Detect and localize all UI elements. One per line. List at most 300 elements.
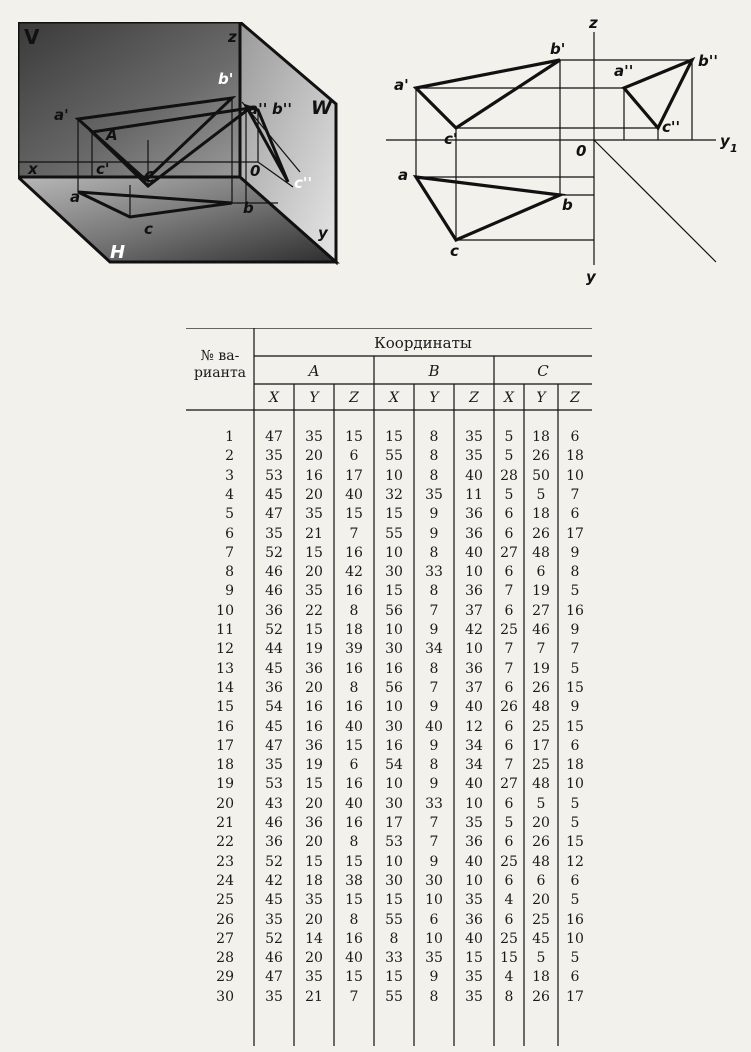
table-cell: 40: [465, 544, 483, 561]
table-cell: 36: [265, 602, 283, 619]
header-axis-c-z: Z: [570, 390, 580, 406]
table-row-number: 3: [225, 467, 234, 484]
table-cell: 18: [566, 757, 584, 774]
table-cell: 16: [305, 718, 323, 735]
table-cell: 7: [429, 834, 439, 851]
table-cell: 5: [536, 486, 546, 503]
table-cell: 15: [385, 892, 403, 909]
table-cell: 6: [536, 872, 546, 889]
label-v: V: [24, 25, 40, 49]
table-cell: 28: [500, 467, 518, 484]
table-cell: 36: [465, 506, 483, 523]
label-a-prime: a': [54, 106, 69, 124]
label-a-second: a'': [614, 62, 634, 80]
table-cell: 35: [465, 988, 483, 1005]
header-axis-a-y: Y: [309, 390, 319, 406]
table-cell: 56: [385, 679, 403, 696]
table-cell: 43: [265, 795, 283, 812]
table-cell: 26: [532, 988, 550, 1005]
table-cell: 16: [345, 930, 363, 947]
table-cell: 16: [385, 660, 403, 677]
table-cell: 16: [345, 776, 363, 793]
table-cell: 30: [385, 795, 403, 812]
table-cell: 6: [504, 911, 514, 928]
table-cell: 35: [305, 506, 323, 523]
table-cell: 15: [345, 429, 363, 445]
table-cell: 45: [265, 486, 283, 503]
table-cell: 15: [305, 544, 323, 561]
table-cell: 40: [425, 718, 443, 735]
table-cell: 6: [429, 911, 439, 928]
table-cell: 30: [385, 641, 403, 658]
table-row-number: 17: [216, 737, 234, 754]
label-point-c: C: [144, 168, 156, 186]
table-cell: 9: [429, 525, 439, 542]
table-cell: 36: [265, 679, 283, 696]
table-cell: 25: [532, 757, 550, 774]
table-cell: 55: [385, 911, 403, 928]
table-cell: 7: [504, 757, 514, 774]
table-cell: 7: [570, 486, 580, 503]
table-cell: 8: [429, 544, 439, 561]
table-cell: 15: [385, 969, 403, 986]
table-cell: 8: [349, 602, 359, 619]
table-cell: 15: [500, 950, 518, 967]
axis-label-y1: y: [720, 132, 730, 150]
table-row-number: 12: [216, 641, 234, 658]
table-cell: 18: [532, 506, 550, 523]
table-cell: 35: [265, 911, 283, 928]
table-cell: 25: [500, 853, 518, 870]
table-cell: 36: [465, 660, 483, 677]
table-cell: 15: [385, 429, 403, 445]
label-b-second: b'': [698, 52, 718, 70]
table-row-number: 5: [225, 506, 234, 523]
table-cell: 19: [305, 757, 323, 774]
header-axis-a-z: Z: [349, 390, 359, 406]
table-cell: 18: [532, 429, 550, 445]
table-cell: 6: [504, 872, 514, 889]
label-a: a: [398, 166, 409, 184]
table-cell: 12: [566, 853, 584, 870]
table-cell: 52: [265, 853, 283, 870]
table-cell: 6: [349, 757, 359, 774]
label-c-second: c'': [294, 174, 313, 192]
isometric-projection-drawing: [18, 22, 340, 270]
table-cell: 6: [570, 506, 580, 523]
table-row-number: 14: [216, 679, 234, 696]
label-a-prime: a': [394, 76, 409, 94]
table-cell: 6: [504, 795, 514, 812]
table-row-number: 26: [216, 911, 234, 928]
table-cell: 36: [465, 583, 483, 600]
table-cell: 35: [465, 892, 483, 909]
table-cell: 30: [385, 564, 403, 581]
table-cell: 10: [465, 641, 483, 658]
table-cell: 48: [532, 853, 550, 870]
table-cell: 16: [566, 602, 584, 619]
table-cell: 36: [465, 834, 483, 851]
table-cell: 48: [532, 699, 550, 716]
table-cell: 26: [532, 679, 550, 696]
table-cell: 6: [504, 834, 514, 851]
coordinates-table: [186, 328, 596, 1046]
table-row-number: 18: [216, 757, 234, 774]
label-a-second: a'': [248, 100, 268, 118]
table-cell: 27: [532, 602, 550, 619]
table-cell: 35: [465, 448, 483, 465]
table-cell: 45: [265, 718, 283, 735]
table-cell: 16: [305, 467, 323, 484]
table-cell: 46: [265, 815, 283, 831]
table-cell: 5: [504, 486, 514, 503]
table-cell: 35: [265, 525, 283, 542]
table-row-number: 15: [216, 699, 234, 716]
table-cell: 10: [566, 467, 584, 484]
table-cell: 47: [265, 429, 283, 445]
table-cell: 46: [265, 583, 283, 600]
table-cell: 40: [465, 699, 483, 716]
table-cell: 40: [465, 467, 483, 484]
table-cell: 40: [465, 776, 483, 793]
table-cell: 53: [385, 834, 403, 851]
table-cell: 20: [532, 892, 550, 909]
table-row-number: 27: [216, 930, 234, 947]
table-cell: 5: [570, 583, 580, 600]
label-c: c: [450, 242, 459, 260]
table-cell: 8: [570, 564, 580, 581]
table-cell: 27: [500, 776, 518, 793]
table-cell: 40: [465, 853, 483, 870]
label-x: x: [28, 160, 38, 178]
table-cell: 40: [345, 486, 363, 503]
table-cell: 6: [570, 872, 580, 889]
table-cell: 27: [500, 544, 518, 561]
table-cell: 10: [425, 892, 443, 909]
table-cell: 15: [566, 834, 584, 851]
table-cell: 20: [305, 911, 323, 928]
table-cell: 36: [465, 525, 483, 542]
label-w: W: [311, 97, 332, 119]
table-cell: 6: [504, 718, 514, 735]
table-cell: 22: [305, 602, 323, 619]
table-row-number: 13: [216, 660, 234, 677]
label-y: y: [318, 224, 328, 242]
label-b-prime: b': [218, 70, 234, 88]
table-cell: 6: [504, 679, 514, 696]
table-cell: 45: [532, 930, 550, 947]
table-cell: 4: [504, 969, 514, 986]
label-origin: 0: [576, 142, 587, 160]
table-cell: 9: [429, 853, 439, 870]
table-cell: 32: [385, 486, 403, 503]
table-cell: 40: [345, 950, 363, 967]
table-cell: 5: [570, 892, 580, 909]
table-cell: 26: [500, 699, 518, 716]
table-cell: 16: [345, 815, 363, 831]
table-cell: 26: [532, 834, 550, 851]
table-cell: 8: [349, 679, 359, 696]
table-cell: 39: [345, 641, 363, 658]
table-cell: 55: [385, 988, 403, 1005]
table-cell: 14: [305, 930, 323, 947]
table-cell: 10: [385, 776, 403, 793]
label-h: H: [110, 242, 126, 263]
table-row-number: 7: [225, 544, 234, 561]
table-cell: 9: [570, 622, 580, 638]
table-cell: 20: [532, 815, 550, 831]
table-cell: 36: [305, 815, 323, 831]
table-cell: 16: [385, 737, 403, 754]
label-b: b: [562, 196, 573, 214]
table-cell: 16: [345, 544, 363, 561]
label-b-prime: b': [550, 40, 566, 58]
table-cell: 15: [385, 506, 403, 523]
table-cell: 7: [429, 815, 439, 831]
table-cell: 56: [385, 602, 403, 619]
table-cell: 5: [570, 660, 580, 677]
plane-v: [18, 22, 240, 177]
table-cell: 7: [349, 525, 359, 542]
table-cell: 15: [305, 776, 323, 793]
table-cell: 6: [504, 737, 514, 754]
table-cell: 55: [385, 448, 403, 465]
table-cell: 53: [265, 467, 283, 484]
label-b: b: [243, 199, 254, 217]
table-cell: 25: [500, 930, 518, 947]
table-cell: 44: [265, 641, 283, 658]
table-cell: 52: [265, 930, 283, 947]
table-cell: 9: [429, 622, 439, 638]
table-cell: 35: [465, 969, 483, 986]
table-cell: 10: [465, 795, 483, 812]
table-cell: 35: [425, 486, 443, 503]
table-cell: 35: [305, 892, 323, 909]
table-cell: 15: [345, 969, 363, 986]
table-cell: 15: [305, 622, 323, 638]
table-cell: 52: [265, 544, 283, 561]
table-cell: 19: [305, 641, 323, 658]
table-cell: 15: [385, 583, 403, 600]
table-cell: 20: [305, 795, 323, 812]
table-cell: 42: [345, 564, 363, 581]
table-cell: 35: [305, 969, 323, 986]
table-cell: 10: [566, 930, 584, 947]
label-c-second: c'': [662, 118, 681, 136]
table-cell: 20: [305, 448, 323, 465]
table-cell: 5: [570, 815, 580, 831]
table-cell: 9: [429, 969, 439, 986]
header-axis-b-x: X: [389, 390, 399, 406]
table-cell: 46: [265, 564, 283, 581]
table-cell: 35: [265, 988, 283, 1005]
table-cell: 17: [566, 525, 584, 542]
table-cell: 4: [504, 892, 514, 909]
table-row-number: 10: [216, 602, 234, 619]
table-cell: 35: [425, 950, 443, 967]
table-cell: 9: [429, 737, 439, 754]
table-cell: 15: [465, 950, 483, 967]
header-axis-c-x: X: [504, 390, 514, 406]
header-axis-a-x: X: [269, 390, 279, 406]
table-cell: 35: [305, 429, 323, 445]
table-cell: 16: [305, 699, 323, 716]
table-cell: 6: [570, 737, 580, 754]
table-cell: 17: [532, 737, 550, 754]
table-cell: 7: [570, 641, 580, 658]
table-row-number: 16: [216, 718, 234, 735]
table-cell: 8: [429, 448, 439, 465]
table-cell: 10: [385, 699, 403, 716]
table-cell: 36: [265, 834, 283, 851]
table-row-number: 24: [216, 872, 234, 889]
header-point-b: B: [428, 362, 440, 380]
table-cell: 25: [532, 718, 550, 735]
table-cell: 10: [465, 872, 483, 889]
table-cell: 20: [305, 564, 323, 581]
table-row-number: 8: [225, 564, 234, 581]
table-cell: 19: [532, 583, 550, 600]
table-cell: 26: [532, 525, 550, 542]
triangle-projections: [416, 60, 692, 240]
table-cell: 48: [532, 544, 550, 561]
table-cell: 35: [265, 757, 283, 774]
table-row-number: 19: [216, 776, 234, 793]
table-cell: 6: [504, 602, 514, 619]
table-cell: 8: [429, 757, 439, 774]
table-cell: 8: [389, 930, 399, 947]
table-cell: 33: [425, 795, 443, 812]
table-cell: 6: [536, 564, 546, 581]
table-cell: 7: [504, 583, 514, 600]
table-cell: 18: [532, 969, 550, 986]
table-cell: 18: [566, 448, 584, 465]
header-axis-b-z: Z: [469, 390, 479, 406]
table-cell: 47: [265, 737, 283, 754]
table-cell: 8: [429, 660, 439, 677]
table-cell: 6: [504, 506, 514, 523]
table-cell: 18: [305, 872, 323, 889]
table-cell: 54: [265, 699, 283, 716]
table-cell: 10: [465, 564, 483, 581]
table-cell: 34: [465, 737, 483, 754]
table-cell: 9: [429, 699, 439, 716]
label-b-second: b'': [272, 100, 292, 118]
table-cell: 8: [429, 988, 439, 1005]
label-c: c: [144, 220, 153, 238]
label-z: z: [228, 28, 237, 46]
table-row-number: 4: [225, 486, 234, 503]
table-cell: 16: [345, 699, 363, 716]
table-cell: 5: [536, 950, 546, 967]
orthographic-projection-drawing: [386, 10, 742, 285]
table-cell: 6: [349, 448, 359, 465]
table-cell: 16: [345, 583, 363, 600]
table-cell: 20: [305, 950, 323, 967]
table-cell: 37: [465, 679, 483, 696]
table-cell: 47: [265, 506, 283, 523]
table-row-number: 21: [216, 815, 234, 831]
table-cell: 26: [532, 448, 550, 465]
table-cell: 36: [305, 660, 323, 677]
table-cell: 30: [385, 718, 403, 735]
table-cell: 9: [570, 544, 580, 561]
table-cell: 5: [504, 815, 514, 831]
table-cell: 7: [429, 679, 439, 696]
table-cell: 35: [465, 429, 483, 445]
label-a: a: [70, 188, 81, 206]
header-axis-c-y: Y: [536, 390, 546, 406]
table-cell: 15: [345, 737, 363, 754]
table-cell: 5: [536, 795, 546, 812]
table-cell: 9: [429, 776, 439, 793]
label-c-prime: c': [96, 160, 110, 178]
table-cell: 34: [425, 641, 443, 658]
table-cell: 54: [385, 757, 403, 774]
table-row-number: 28: [216, 950, 234, 967]
header-point-c: C: [537, 362, 549, 380]
table-cell: 6: [570, 969, 580, 986]
table-row-number: 23: [216, 853, 234, 870]
table-cell: 17: [566, 988, 584, 1005]
table-cell: 10: [385, 467, 403, 484]
table-cell: 8: [429, 467, 439, 484]
table-cell: 20: [305, 834, 323, 851]
label-c-prime: c': [444, 130, 458, 148]
table-row-number: 20: [216, 795, 234, 812]
table-cell: 21: [305, 988, 323, 1005]
table-cell: 8: [429, 583, 439, 600]
table-cell: 25: [500, 622, 518, 638]
table-cell: 10: [385, 544, 403, 561]
table-cell: 40: [345, 795, 363, 812]
table-cell: 37: [465, 602, 483, 619]
header-point-a: A: [308, 362, 320, 380]
axis-label-z: z: [589, 14, 598, 32]
table-cell: 5: [504, 448, 514, 465]
table-cell: 47: [265, 969, 283, 986]
table-row-number: 1: [225, 429, 234, 445]
table-cell: 34: [465, 757, 483, 774]
table-cell: 8: [349, 911, 359, 928]
header-coordinates: Координаты: [374, 334, 472, 352]
table-cell: 16: [345, 660, 363, 677]
table-cell: 18: [345, 622, 363, 638]
table-cell: 36: [465, 911, 483, 928]
table-cell: 46: [265, 950, 283, 967]
table-row-number: 9: [225, 583, 234, 600]
table-cell: 52: [265, 622, 283, 638]
table-cell: 25: [532, 911, 550, 928]
table-cell: 35: [305, 583, 323, 600]
table-cell: 10: [566, 776, 584, 793]
table-cell: 46: [532, 622, 550, 638]
table-cell: 12: [465, 718, 483, 735]
table-cell: 5: [570, 950, 580, 967]
table-row-number: 25: [216, 892, 234, 909]
table-cell: 53: [265, 776, 283, 793]
table-cell: 5: [570, 795, 580, 812]
table-cell: 33: [385, 950, 403, 967]
table-cell: 30: [385, 872, 403, 889]
table-cell: 35: [265, 448, 283, 465]
label-origin: 0: [250, 162, 261, 180]
table-cell: 8: [429, 429, 439, 445]
header-variant-number: № ва- рианта: [193, 348, 247, 381]
table-cell: 35: [465, 815, 483, 831]
table-cell: 6: [504, 564, 514, 581]
table-cell: 55: [385, 525, 403, 542]
